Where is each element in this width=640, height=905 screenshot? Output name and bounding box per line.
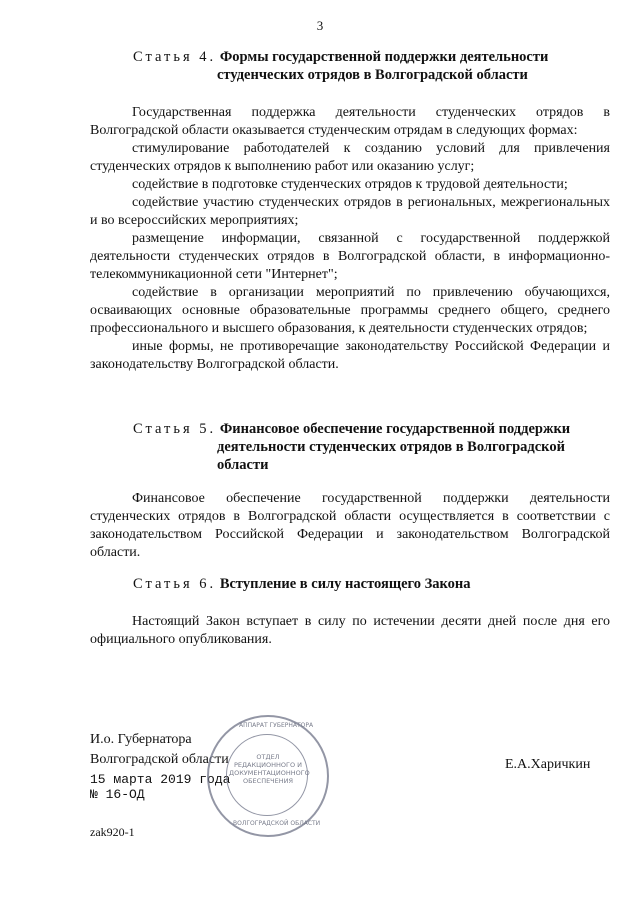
article-5-title-line2: деятельности студенческих отрядов в Волгоградской — [217, 439, 565, 455]
article-4-heading — [133, 48, 548, 84]
article-5-heading — [133, 420, 570, 474]
article-4-para-2: стимулирование работодателей к созданию условий для привлечения студенческих отрядов к выполнению работ или оказанию услуг; — [90, 141, 610, 174]
article-5-para-1: Финансовое обеспечение государственной поддержки деятельности студенческих отрядов в Волгоградской области осуществляется в соответствии с законодательством Российской Федерации и законодательством Волгоградской области. — [90, 491, 610, 560]
article-5-label: Статья 5. — [133, 421, 217, 437]
article-6-heading — [133, 575, 471, 593]
seal-bottom-text: ВОЛГОГРАДСКОЙ ОБЛАСТИ — [233, 820, 321, 827]
document-number: № 16-ОД — [90, 787, 145, 802]
article-4-para-1: Государственная поддержка деятельности студенческих отрядов в Волгоградской области оказывается студенческим отрядам в следующих формах: — [90, 105, 610, 138]
article-5-body — [90, 490, 610, 562]
document-code: zak920-1 — [90, 825, 135, 839]
article-5-title-line3: области — [217, 457, 269, 473]
seal-center-text: ОТДЕЛ РЕДАКЦИОННОГО И ДОКУМЕНТАЦИОННОГО ОБЕСПЕЧЕНИЯ — [229, 753, 310, 785]
signer-position-line2: Волгоградской области — [90, 752, 229, 767]
article-4-para-7: иные формы, не противоречащие законодательству Российской Федерации и законодательству Волгоградской области. — [90, 339, 610, 372]
seal-top-text: АППАРАТ ГУБЕРНАТОРА — [239, 722, 314, 729]
official-seal — [207, 715, 329, 837]
page-number: 3 — [316, 18, 324, 33]
article-6-title-line1: Вступление в силу настоящего Закона — [219, 576, 471, 592]
article-4-title-line1: Формы государственной поддержки деятельности — [219, 49, 549, 65]
signer-name: Е.А.Харичкин — [505, 757, 591, 772]
article-4-label: Статья 4. — [133, 49, 217, 65]
article-4-para-6: содействие в организации мероприятий по привлечению обучающихся, осваивающих основные образовательные программы среднего общего, среднего профессионального и высшего образования, к деятельности студенческих отрядов; — [90, 285, 610, 336]
article-5-title-line1: Финансовое обеспечение государственной поддержки — [219, 421, 571, 437]
article-6-label: Статья 6. — [133, 576, 217, 592]
document-date: 15 марта 2019 года — [90, 772, 231, 787]
article-6-body — [90, 613, 610, 649]
signer-position-line1: И.о. Губернатора — [90, 732, 192, 747]
article-4-para-5: размещение информации, связанной с государственной поддержкой деятельности студенческих отрядов в Волгоградской области, в информационно-телекоммуникационной сети "Интернет"; — [90, 231, 610, 282]
article-6-para-1: Настоящий Закон вступает в силу по истечении десяти дней после дня его официального опубликования. — [90, 614, 610, 647]
article-4-body — [90, 104, 610, 374]
article-4-title-line2: студенческих отрядов в Волгоградской области — [217, 67, 528, 83]
article-4-para-3: содействие в подготовке студенческих отрядов к трудовой деятельности; — [132, 177, 568, 192]
article-4-para-4: содействие участию студенческих отрядов в региональных, межрегиональных и во всероссийских мероприятиях; — [90, 195, 610, 228]
